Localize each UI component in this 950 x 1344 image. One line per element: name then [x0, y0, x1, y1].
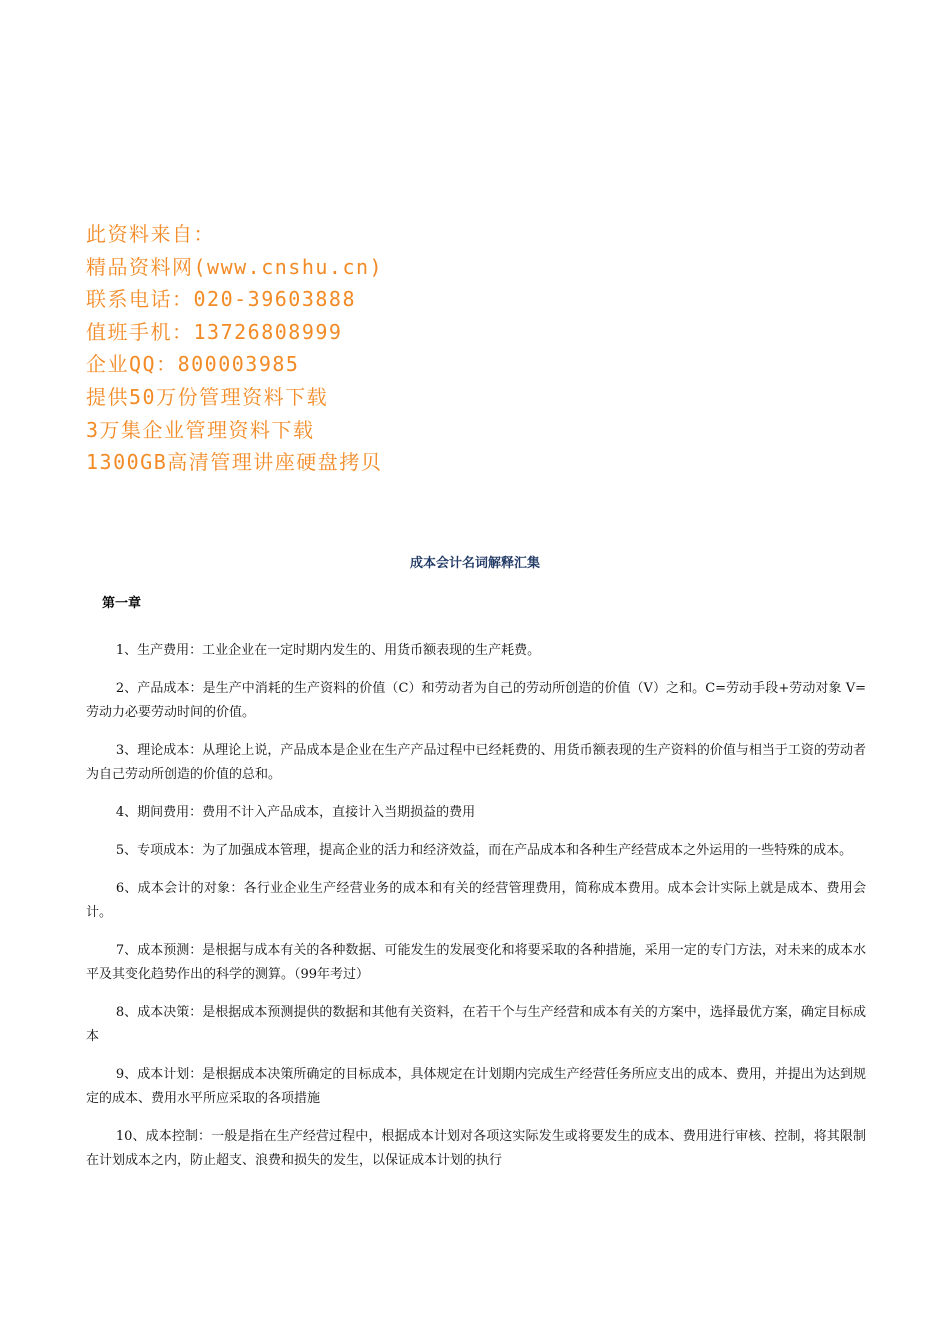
definition-entry: 7、成本预测：是根据与成本有关的各种数据、可能发生的发展变化和将要采取的各种措施，采用一定的专门方法，对未来的成本水平及其变化趋势作出的科学的测算。（99年考过）: [86, 943, 866, 982]
definition-list: [86, 626, 866, 1187]
chapter-heading: 第一章: [102, 596, 142, 611]
ad-line-qq: 企业QQ：800003985: [86, 352, 300, 377]
ad-line-source: 此资料来自：: [86, 222, 215, 246]
ad-line-offer-1: 提供50万份管理资料下载: [86, 384, 329, 409]
definition-entry: 3、理论成本：从理论上说，产品成本是企业在生产产品过程中已经耗费的、用货币额表现的生产资料的价值与相当于工资的劳动者为自己劳动所创造的价值的总和。: [86, 743, 866, 782]
document-title: 成本会计名词解释汇集: [409, 556, 540, 571]
definition-entry: 1、生产费用：工业企业在一定时期内发生的、用货币额表现的生产耗费。: [115, 643, 541, 658]
source-ad-block: [86, 218, 686, 479]
definition-entry: 8、成本决策：是根据成本预测提供的数据和其他有关资料，在若干个与生产经营和成本有关的方案中，选择最优方案，确定目标成本: [86, 1005, 866, 1044]
definition-entry: 4、期间费用：费用不计入产品成本，直接计入当期损益的费用: [115, 805, 476, 820]
ad-line-offer-3: 1300GB高清管理讲座硬盘拷贝: [86, 450, 383, 475]
ad-line-offer-2: 3万集企业管理资料下载: [86, 417, 315, 442]
ad-line-mobile: 值班手机：13726808999: [86, 319, 343, 344]
definition-entry: 5、专项成本：为了加强成本管理，提高企业的活力和经济效益，而在产品成本和各种生产经营成本之外运用的一些特殊的成本。: [115, 843, 853, 858]
ad-line-website: 精品资料网(www.cnshu.cn): [86, 254, 384, 279]
definition-entry: 9、成本计划：是根据成本决策所确定的目标成本，具体规定在计划期内完成生产经营任务所应支出的成本、费用，并提出为达到规定的成本、费用水平所应采取的各项措施: [86, 1067, 866, 1106]
ad-line-phone: 联系电话：020-39603888: [86, 287, 356, 312]
definition-entry: 6、成本会计的对象：各行业企业生产经营业务的成本和有关的经营管理费用，简称成本费用。成本会计实际上就是成本、费用会计。: [86, 881, 866, 920]
definition-entry: 2、产品成本：是生产中消耗的生产资料的价值（C）和劳动者为自己的劳动所创造的价值（V）之和。C=劳动手段+劳动对象 V=劳动力必要劳动时间的价值。: [86, 681, 866, 720]
definition-entry: 10、成本控制：一般是指在生产经营过程中，根据成本计划对各项这实际发生或将要发生的成本、费用进行审核、控制，将其限制在计划成本之内，防止超支、浪费和损失的发生，以保证成本计划的执行: [86, 1129, 866, 1168]
